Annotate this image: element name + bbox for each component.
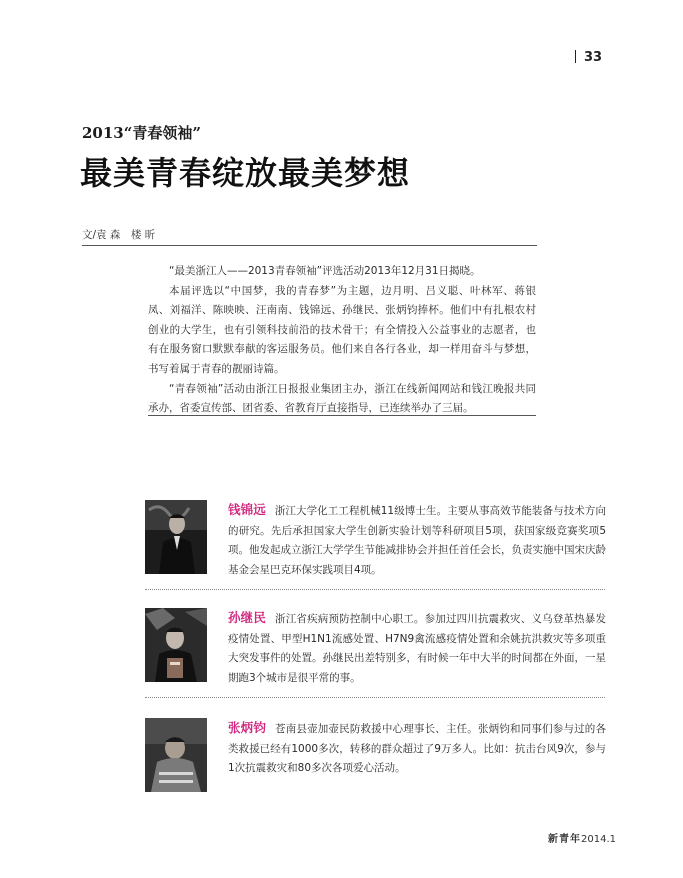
divider bbox=[145, 697, 605, 698]
profile-name: 张炳钧 bbox=[228, 720, 267, 735]
profile-name: 孙继民 bbox=[228, 610, 267, 625]
profile-text bbox=[228, 608, 606, 688]
profile-bio: 苍南县壶加壶民防救援中心理事长、主任。张炳钧和同事们参与过的各类救援已经有1000多次，转移的群众超过了9万多人。比如：抗击台风9次，参与1次抗震救灾和80多次各项爱心活动。 bbox=[228, 723, 606, 774]
byline: 文/袁 森 楼 昕 bbox=[82, 229, 156, 241]
intro-paragraph: “最美浙江人——2013青春领袖”评选活动2013年12月31日揭晓。 bbox=[169, 265, 481, 277]
profile-bio: 浙江大学化工工程机械11级博士生。主要从事高效节能装备与技术方向的研究。先后承担国家大学生创新实验计划等科研项目5项，获国家级竞赛奖项5项。他发起成立浙江大学学生节能减排协会并担任首任会长，负责实施中国宋庆龄基金会星巴克环保实践项目4项。 bbox=[228, 505, 606, 576]
divider bbox=[575, 50, 576, 63]
divider bbox=[145, 589, 605, 590]
profile-photo bbox=[145, 608, 207, 682]
intro-paragraph: “青春领袖”活动由浙江日报报业集团主办，浙江在线新闻网站和钱江晚报共同承办，省委宣传部、团省委、省教育厅直接指导，已连续举办了三届。 bbox=[148, 382, 536, 415]
footer bbox=[548, 830, 616, 845]
intro-text bbox=[148, 262, 536, 419]
profile-photo bbox=[145, 718, 207, 792]
profile-text bbox=[228, 500, 606, 580]
page-number-text: 33 bbox=[584, 50, 603, 65]
divider bbox=[148, 415, 536, 416]
profile-text bbox=[228, 718, 606, 779]
article-subtitle: 2013“青春领袖” bbox=[82, 124, 202, 142]
divider bbox=[82, 245, 537, 246]
profile-bio: 浙江省疾病预防控制中心职工。参加过四川抗震救灾、义乌登革热暴发疫情处置、甲型H1N1流感处置、H7N9禽流感疫情处置和余姚抗洪救灾等多项重大突发事件的处置。孙继民出差特别多，有时候一年中大半的时间都在外面，一星期跑3个城市是很平常的事。 bbox=[228, 613, 606, 684]
masthead-logo: 新青年 bbox=[548, 834, 581, 845]
article-headline: 最美青春绽放最美梦想 bbox=[80, 154, 411, 192]
intro-paragraph: 本届评选以“中国梦，我的青春梦”为主题，边月明、吕义聪、叶林军、蒋银凤、刘福洋、陈映映、汪南南、钱锦远、孙继民、张炳钧捧杯。他们中有扎根农村创业的大学生，也有引领科技前沿的技术骨干；有全情投入公益事业的志愿者，也有在服务窗口默默奉献的客运服务员。他们来自各行各业，却一样用奋斗与梦想，书写着属于青春的靓丽诗篇。 bbox=[148, 284, 536, 375]
profile-photo bbox=[145, 500, 207, 574]
page-number bbox=[575, 50, 602, 65]
issue-number: 2014.1 bbox=[581, 834, 616, 845]
profile-name: 钱锦远 bbox=[228, 502, 266, 517]
